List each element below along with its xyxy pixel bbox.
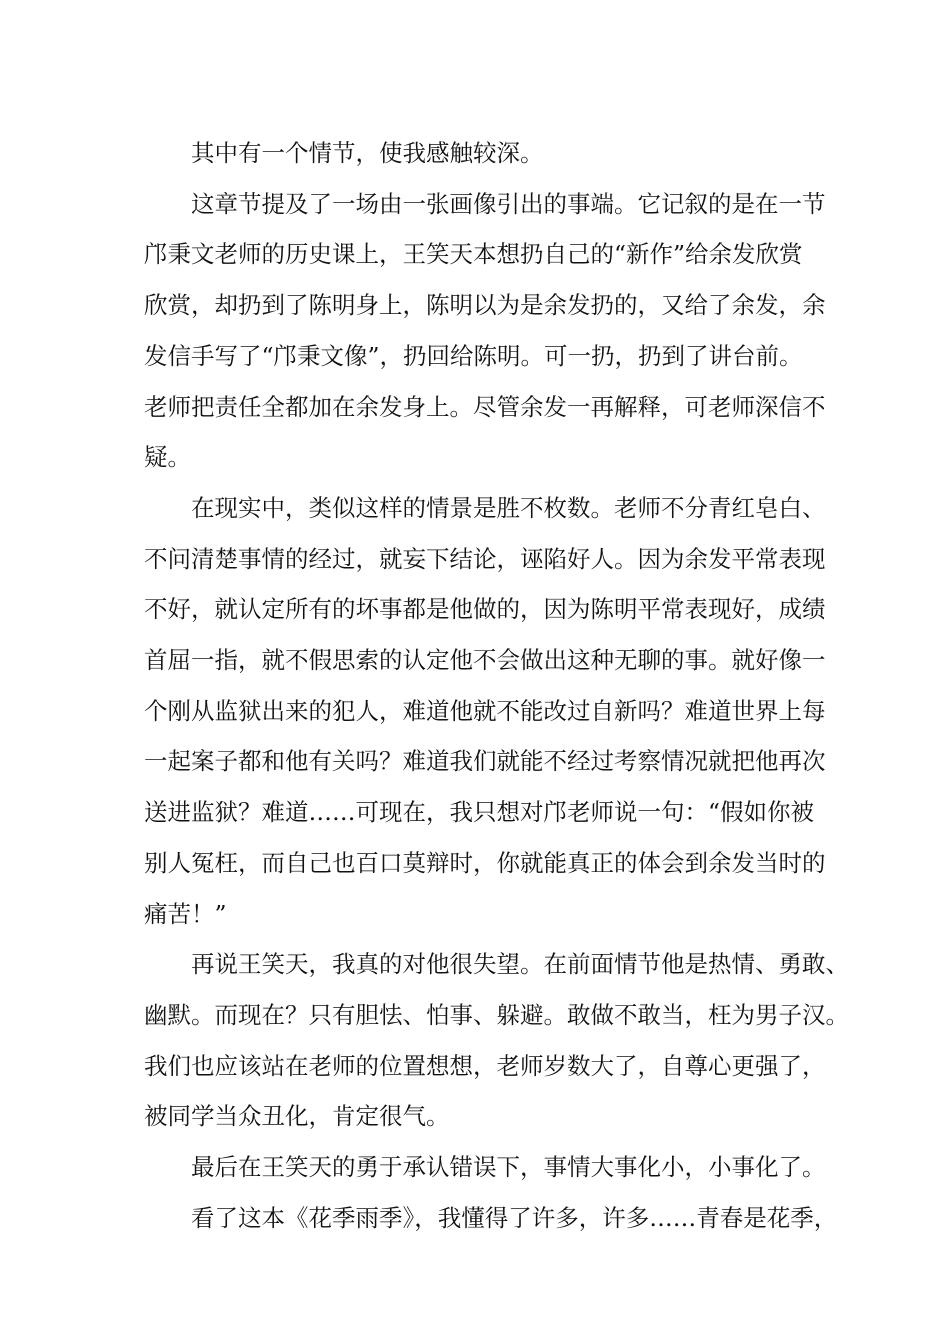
text-line: 首屈一指，就不假思索的认定他不会做出这种无聊的事。就好像一 [144, 646, 826, 675]
text-line: 最后在王笑天的勇于承认错误下，事情大事化小，小事化了。 [191, 1153, 826, 1182]
text-line: 我们也应该站在老师的位置想想，老师岁数大了，自尊心更强了， [144, 1051, 826, 1080]
text-line: 在现实中，类似这样的情景是胜不枚数。老师不分青红皂白、 [191, 493, 826, 522]
paragraph [144, 1142, 824, 1193]
text-line: 看了这本《花季雨季》，我懂得了许多，许多……青春是花季， [191, 1203, 838, 1232]
paragraph [144, 483, 824, 939]
text-line: 其中有一个情节，使我感触较深。 [191, 139, 544, 167]
text-line: 邝秉文老师的历史课上，王笑天本想扔自己的“新作”给余发欣赏 [144, 240, 803, 269]
text-line: 别人冤枉，而自己也百口莫辩时，你就能真正的体会到余发当时的 [144, 848, 826, 877]
body-text [144, 128, 849, 1243]
text-line: 疑。 [144, 443, 191, 472]
text-line: 发信手写了“邝秉文像”，扔回给陈明。可一扔，扔到了讲台前。 [144, 341, 803, 370]
paragraph [144, 1193, 838, 1244]
text-line: 幽默。而现在？只有胆怯、怕事、躲避。敢做不敢当，枉为男子汉。 [144, 1000, 849, 1029]
paragraph [144, 179, 824, 483]
text-line: 老师把责任全都加在余发身上。尽管余发一再解释，可老师深信不 [144, 392, 826, 421]
text-line: 不好，就认定所有的坏事都是他做的，因为陈明平常表现好，成绩 [144, 595, 826, 624]
text-line: 被同学当众丑化，肯定很气。 [144, 1102, 450, 1131]
paragraph [144, 939, 849, 1142]
text-line: 欣赏，却扔到了陈明身上，陈明以为是余发扔的，又给了余发，余 [144, 291, 826, 320]
text-line: 这章节提及了一场由一张画像引出的事端。它记叙的是在一节 [191, 189, 826, 218]
text-line: 痛苦！” [144, 899, 227, 928]
text-line: 个刚从监狱出来的犯人，难道他就不能改过自新吗？难道世界上每 [144, 696, 826, 725]
text-line: 不问清楚事情的经过，就妄下结论，诬陷好人。因为余发平常表现 [144, 544, 826, 573]
text-line: 送进监狱？难道……可现在，我只想对邝老师说一句：“假如你被 [144, 798, 815, 827]
text-line: 再说王笑天，我真的对他很失望。在前面情节他是热情、勇敢、 [191, 950, 849, 979]
paragraph [144, 128, 824, 179]
text-line: 一起案子都和他有关吗？难道我们就能不经过考察情况就把他再次 [144, 747, 826, 776]
